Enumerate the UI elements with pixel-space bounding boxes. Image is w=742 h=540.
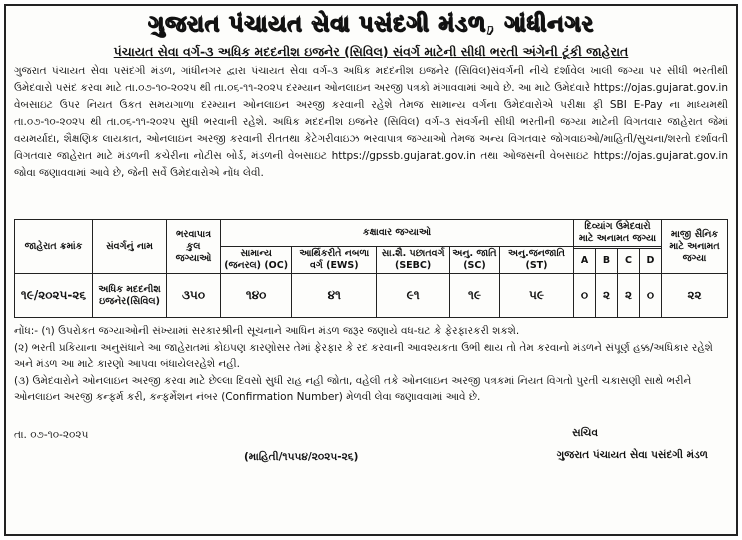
- cell-ad-no: ૧૯/૨૦૨૫-૨૬: [15, 274, 93, 318]
- signatory-title: સચિવ: [572, 427, 598, 439]
- note-1: નોંધ:- (૧) ઉપરોકત જગ્યાઓની સંખ્યામાં સરકારશ્રીની સૂચનાને આધિન મંડળ જરૂર જણાયે વધ-ઘટ કે ફેરફારકરી શકશે.: [14, 325, 520, 337]
- cell-sc: ૧૯: [449, 274, 499, 318]
- reference-number: (માહિતી/૧૫૫૪/૨૦૨૫-૨૬): [244, 451, 359, 463]
- header-total: ભરવાપાત્ર કુલ જગ્યાઓ: [167, 220, 221, 274]
- header-general: સામાન્ય (જનરલ) (OC): [221, 247, 292, 274]
- cell-cadre: અધિક મદદનીશ ઇજનેર(સિવિલ): [93, 274, 167, 318]
- header-ex-servicemen: માજી સૈનિક માટે અનામત જગ્યા: [662, 220, 728, 274]
- notes-section: [14, 323, 728, 427]
- header-ad-no: જાહેરાત ક્રમાંક: [15, 220, 93, 274]
- header-category-group: કક્ષાવાર જગ્યાઓ: [221, 220, 574, 247]
- cell-disabled-d: ૦: [640, 274, 662, 318]
- header-disabled-b: B: [596, 249, 618, 274]
- cell-sebc: ૯૧: [377, 274, 450, 318]
- cell-disabled-a: ૦: [574, 274, 596, 318]
- footer: [14, 427, 728, 477]
- cell-total: ૩૫૦: [167, 274, 221, 318]
- cell-disabled-b: ૨: [596, 274, 618, 318]
- cell-ex-servicemen: ૨૨: [662, 274, 728, 318]
- cell-general: ૧૪૦: [221, 274, 292, 318]
- header-st: અનુ.જનજાતિ (ST): [500, 247, 574, 274]
- notice-date: તા. ૦૭-૧૦-૨૦૨૫: [14, 429, 89, 441]
- header-disabled-d: D: [640, 249, 662, 274]
- header-disabled-c: C: [618, 249, 640, 274]
- header-disabled: દિવ્યાંગ ઉમેદવારો માટે અનામત જગ્યા: [574, 220, 662, 247]
- cell-disabled-c: ૨: [618, 274, 640, 318]
- note-3: (૩) ઉમેદવારોને ઓનલાઇન અરજી કરવા માટે છેલ્લા દિવસો સુધી રાહ નહી જોતા, વહેલી તકે ઓનલાઇન અરજી પત્રકમાં નિયત વિગતો પુરતી ચકાસણી સાથે ભરીને ઓનલાઇન અરજી કન્ફર્મ કરી, કન્ફર્મેશન નંબર (Confirmation Number) મેળવી લેવા જણાવવામાં આવે છે.: [14, 375, 692, 403]
- header-disabled-a: A: [574, 249, 596, 274]
- notice-title: ગુજરાત પંચાયત સેવા પસંદગી મંડળ, ગાંધીનગર: [148, 12, 594, 37]
- vacancy-table: [14, 219, 728, 318]
- header-sebc: સા.શૈ. પછાતવર્ગ (SEBC): [377, 247, 450, 274]
- notice-subtitle: પંચાયત સેવા વર્ગ-૩ અધિક મદદનીશ ઇજનેર (સિવિલ) સંવર્ગ માટેની સીધી ભરતી અંગેની ટૂંકી જાહેરાત: [113, 44, 629, 59]
- table-row: [15, 274, 728, 318]
- note-2: (૨) ભરતી પ્રકિયાના અનુસંધાને આ જાહેરાતમાં કોઇપણ કારણોસર તેમાં ફેરફાર કે રદ કરવાની આવશ્યકતા ઉભી થાય તો તેમ કરવાનો મંડળને સંપૂર્ણ હક્ક/અધિકાર રહેશે અને મંડળ આ માટે કારણો આપવા બંધાયેલરહેશે નહી.: [14, 342, 713, 370]
- notice-body: ગુજરાત પંચાયત સેવા પસંદગી મંડળ, ગાંધીનગર દ્વારા પંચાયત સેવા વર્ગ-૩ અધિક મદદનીશ ઇજનેર (સિવિલ)સંવર્ગની નીચે દર્શાવેલ ખાલી જગ્યા પર સીધી ભરતીથી ઉમેદવારો પસંદ કરવા માટે તા.૦૭-૧૦-૨૦૨૫ થી તા.૦૬-૧૧-૨૦૨૫ દરમ્યાન ઓનલાઇન અરજી પત્રકો મંગાવવામાં આવે છે. આ માટે ઉમેદવારે https://ojas.gujarat.gov.in વેબસાઇટ ઉપર નિયત ઉકત સમયગાળા દરમ્યાન ઓનલાઇન અરજી કરવાની રહેશે તેમજ સામાન્ય વર્ગના ઉમેદવારોએ પરીક્ષા ફી SBI E-Pay ના માધ્યમથી તા.૦૭-૧૦-૨૦૨૫ થી તા.૦૬-૧૧-૨૦૨૫ સુધી ભરવાની રહેશે. અધિક મદદનીશ ઇજનેર (સિવિલ) વર્ગ-૩ સંવર્ગની સીધી ભરતીની જગ્યા માટેની વિગતવાર જાહેરાત જેમાં વયમર્યાદા, શૈક્ષણિક લાયકાત, ઓનલાઇન અરજી કરવાની રીતતથા કેટેગરીવાઇઝ ભરવાપાત્ર જગ્યાઓ તેમજ અન્ય વિગતવાર જોગવાઇઓ/માહિતી/સુચના/શરતો દર્શાવતી વિગતવાર જાહેરાત માટે મંડળની કચેરીના નોટીસ બોર્ડ, મંડળની વેબસાઇટ https://gpssb.gujarat.gov.in તથા ઓજસની વેબસાઇટ https://ojas.gujarat.gov.in જોવા જણાવવામાં આવે છે, જેની સર્વે ઉમેદવારોએ નોંધ લેવી.: [14, 65, 728, 179]
- header-ews: આર્થિકરીતે નબળા વર્ગ (EWS): [292, 247, 377, 274]
- recruitment-notice: [4, 4, 738, 536]
- header-cadre: સંવર્ગનું નામ: [93, 220, 167, 274]
- cell-st: ૫૯: [500, 274, 574, 318]
- signatory-organization: ગુજરાત પંચાયત સેવા પસંદગી મંડળ: [556, 449, 708, 461]
- header-sc: અનુ. જાતિ (SC): [449, 247, 499, 274]
- cell-ews: ૪૧: [292, 274, 377, 318]
